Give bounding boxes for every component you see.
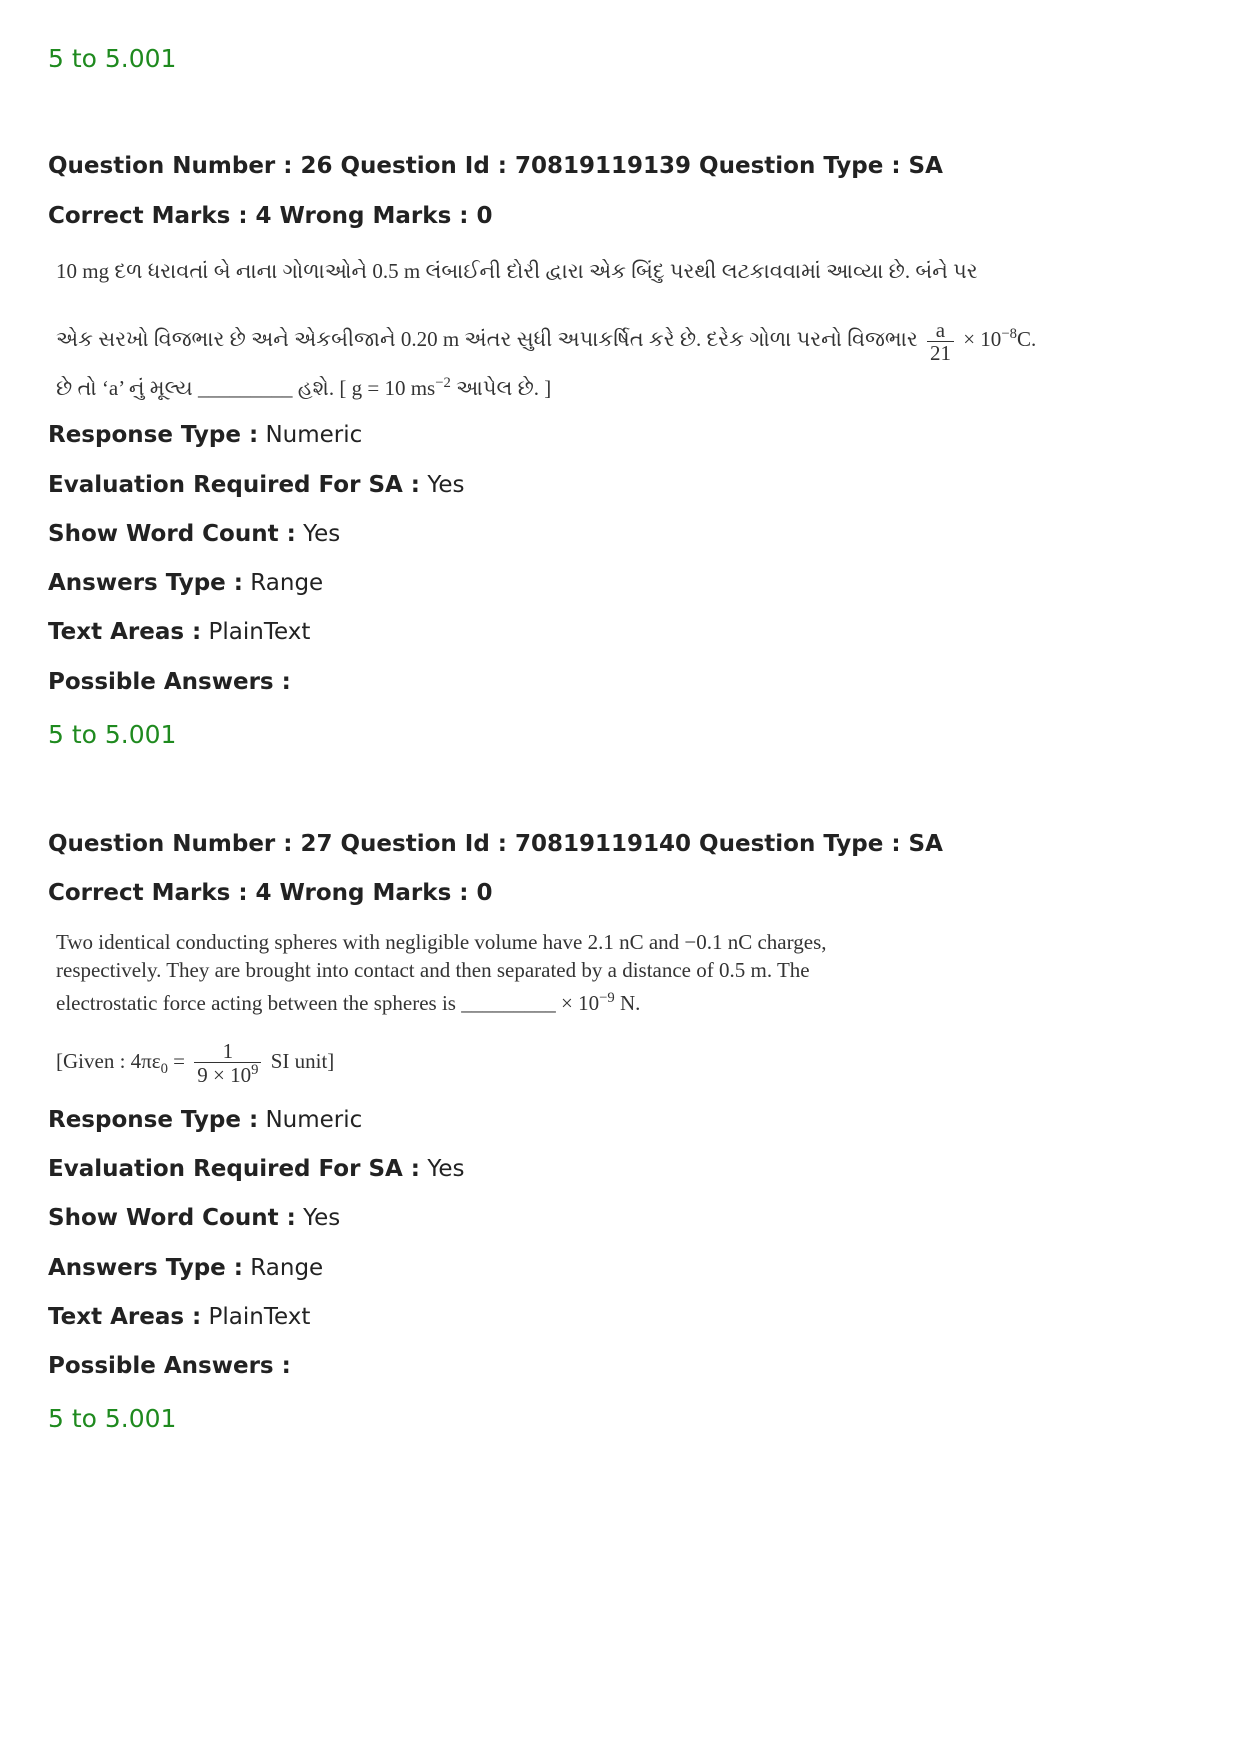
q27-header: Question Number : 27 Question Id : 70819119140 Question Type : SA xyxy=(48,831,943,857)
q27-text-areas: Text Areas : PlainText xyxy=(48,1304,311,1330)
q26-line1: 10 mg દળ ધરાવતાં બે નાના ગોળાઓને 0.5 m લંબાઈની દોરી દ્વારા એક બિંદુ પરથી લટકાવવામાં આવ્યા છે. બંને પર xyxy=(56,259,978,283)
q26-line3: છે તો ‘a’ નું મૂલ્ય _________ હશે. [ g = 10 $ms^{-2}$ આપેલ છે. ] xyxy=(56,375,552,400)
q26-possible-answer: 5 to 5.001 xyxy=(48,720,177,749)
q27-evaluation-required: Evaluation Required For SA : Yes xyxy=(48,1156,465,1182)
q26-possible-answers-label: Possible Answers : xyxy=(48,669,291,695)
q27-response-type: Response Type : Numeric xyxy=(48,1107,363,1133)
q26-response-type: Response Type : Numeric xyxy=(48,422,363,448)
q26-text-areas: Text Areas : PlainText xyxy=(48,619,311,645)
q26-answers-type: Answers Type : Range xyxy=(48,570,324,596)
q27-fraction: $\frac{1}{9 \times 10^9}$ xyxy=(194,1040,261,1086)
q27-possible-answers-label: Possible Answers : xyxy=(48,1353,291,1379)
q27-question-image xyxy=(56,928,956,1091)
q26-fraction: $\frac{a}{21}$ xyxy=(927,319,954,364)
q27-given: [Given : $4\pi\varepsilon_0$ = $\frac{1}{9 \times 10^9}$ SI unit] xyxy=(56,1039,335,1088)
q27-show-word-count: Show Word Count : Yes xyxy=(48,1205,341,1231)
q27-line3: electrostatic force acting between the spheres is _________ × $10^{-9}$ N. xyxy=(56,990,641,1015)
q26-evaluation-required: Evaluation Required For SA : Yes xyxy=(48,472,465,498)
q26-header: Question Number : 26 Question Id : 70819119139 Question Type : SA xyxy=(48,153,943,179)
q27-answers-type: Answers Type : Range xyxy=(48,1255,324,1281)
q27-line2: respectively. They are brought into contact and then separated by a distance of 0.5 m. The xyxy=(56,958,810,982)
previous-possible-answer: 5 to 5.001 xyxy=(48,44,177,73)
q27-line1: Two identical conducting spheres with negligible volume have 2.1 nC and −0.1 nC charges, xyxy=(56,930,827,954)
q26-show-word-count: Show Word Count : Yes xyxy=(48,521,341,547)
q27-possible-answer: 5 to 5.001 xyxy=(48,1404,177,1433)
q27-marks: Correct Marks : 4 Wrong Marks : 0 xyxy=(48,880,493,906)
q26-line2: એક સરખો વિજભાર છે અને એકબીજાને 0.20 m અંતર સુધી અપાકર્ષિત કરે છે. દરેક ગોળા પરનો વિજભાર $\frac{a}{21}$ × $10^{-8}C$. xyxy=(56,317,1037,365)
q26-question-image xyxy=(56,255,1037,401)
q26-marks: Correct Marks : 4 Wrong Marks : 0 xyxy=(48,203,493,229)
